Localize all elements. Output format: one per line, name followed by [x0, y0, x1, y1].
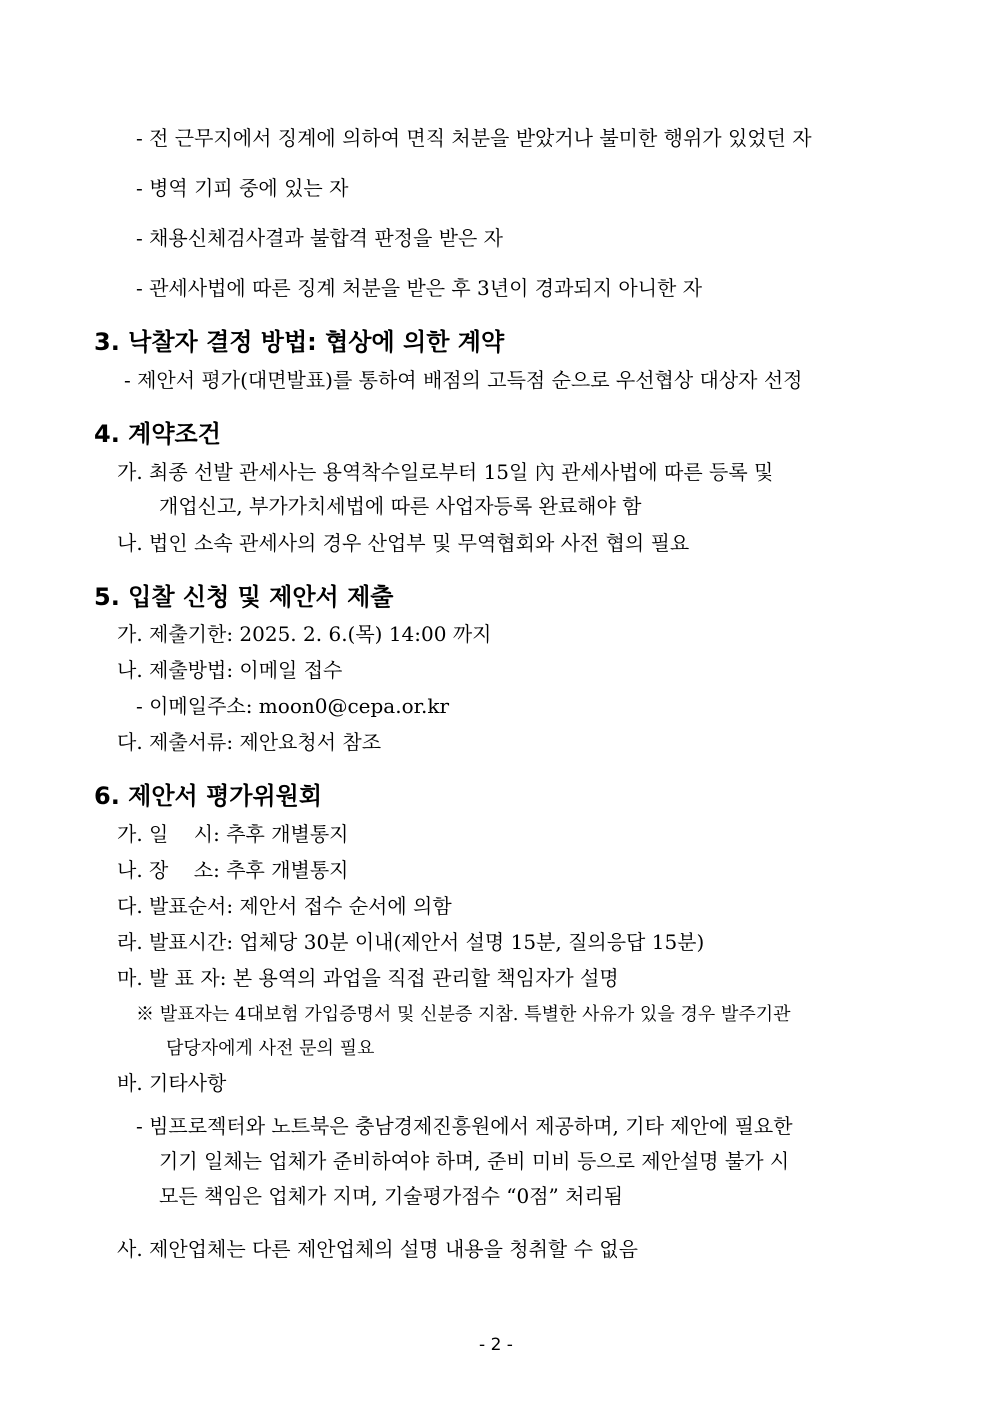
etc-line: - 빔프로젝터와 노트북은 충남경제진흥원에서 제공하며, 기타 제안에 필요한: [136, 1114, 793, 1138]
section-6-line: 가. 일 시: 추후 개별통지: [117, 822, 349, 846]
section-6-note: ※ 발표자는 4대보험 가입증명서 및 신분증 지참. 특별한 사유가 있을 경우 발주기관: [136, 1004, 791, 1025]
section-3-line: - 제안서 평가(대면발표)를 통하여 배점의 고득점 순으로 우선협상 대상자 선정: [124, 368, 803, 392]
section-4-heading: 4. 계약조건: [94, 420, 221, 448]
email-address: - 이메일주소: moon0@cepa.or.kr: [136, 694, 450, 718]
section-6-line: 라. 발표시간: 업체당 30분 이내(제안서 설명 15분, 질의응답 15분): [117, 930, 705, 954]
section-5-line: 나. 제출방법: 이메일 접수: [117, 658, 343, 682]
section-5-line: 다. 제출서류: 제안요청서 참조: [117, 730, 382, 754]
section-6-heading: 6. 제안서 평가위원회: [94, 782, 322, 810]
section-6-line: 다. 발표순서: 제안서 접수 순서에 의함: [117, 894, 452, 918]
section-5-heading: 5. 입찰 신청 및 제안서 제출: [94, 583, 394, 611]
section-5-line: 가. 제출기한: 2025. 2. 6.(목) 14:00 까지: [117, 622, 492, 646]
section-3-heading: 3. 낙찰자 결정 방법: 협상에 의한 계약: [94, 328, 505, 356]
etc-line: 모든 책임은 업체가 지며, 기술평가점수 “0점” 처리됨: [159, 1184, 624, 1208]
section-4-line: 나. 법인 소속 관세사의 경우 산업부 및 무역협회와 사전 협의 필요: [117, 531, 690, 555]
page-number: - 2 -: [479, 1335, 513, 1355]
section-6-line: 나. 장 소: 추후 개별통지: [117, 858, 349, 882]
section-4-line: 가. 최종 선발 관세사는 용역착수일로부터 15일 內 관세사법에 따른 등록 및: [117, 460, 774, 484]
section-4-line: 개업신고, 부가가치세법에 따른 사업자등록 완료해야 함: [159, 494, 642, 518]
disqualification-item: - 전 근무지에서 징계에 의하여 면직 처분을 받았거나 불미한 행위가 있었던 자: [136, 126, 812, 150]
section-6-last-line: 사. 제안업체는 다른 제안업체의 설명 내용을 청취할 수 없음: [117, 1237, 638, 1261]
section-6-note: 담당자에게 사전 문의 필요: [166, 1038, 375, 1059]
etc-label: 바. 기타사항: [117, 1071, 227, 1095]
disqualification-item: - 관세사법에 따른 징계 처분을 받은 후 3년이 경과되지 아니한 자: [136, 276, 703, 300]
disqualification-item: - 병역 기피 중에 있는 자: [136, 176, 349, 200]
etc-line: 기기 일체는 업체가 준비하여야 하며, 준비 미비 등으로 제안설명 불가 시: [159, 1149, 790, 1173]
section-6-line: 마. 발 표 자: 본 용역의 과업을 직접 관리할 책임자가 설명: [117, 966, 619, 990]
disqualification-item: - 채용신체검사결과 불합격 판정을 받은 자: [136, 226, 503, 250]
